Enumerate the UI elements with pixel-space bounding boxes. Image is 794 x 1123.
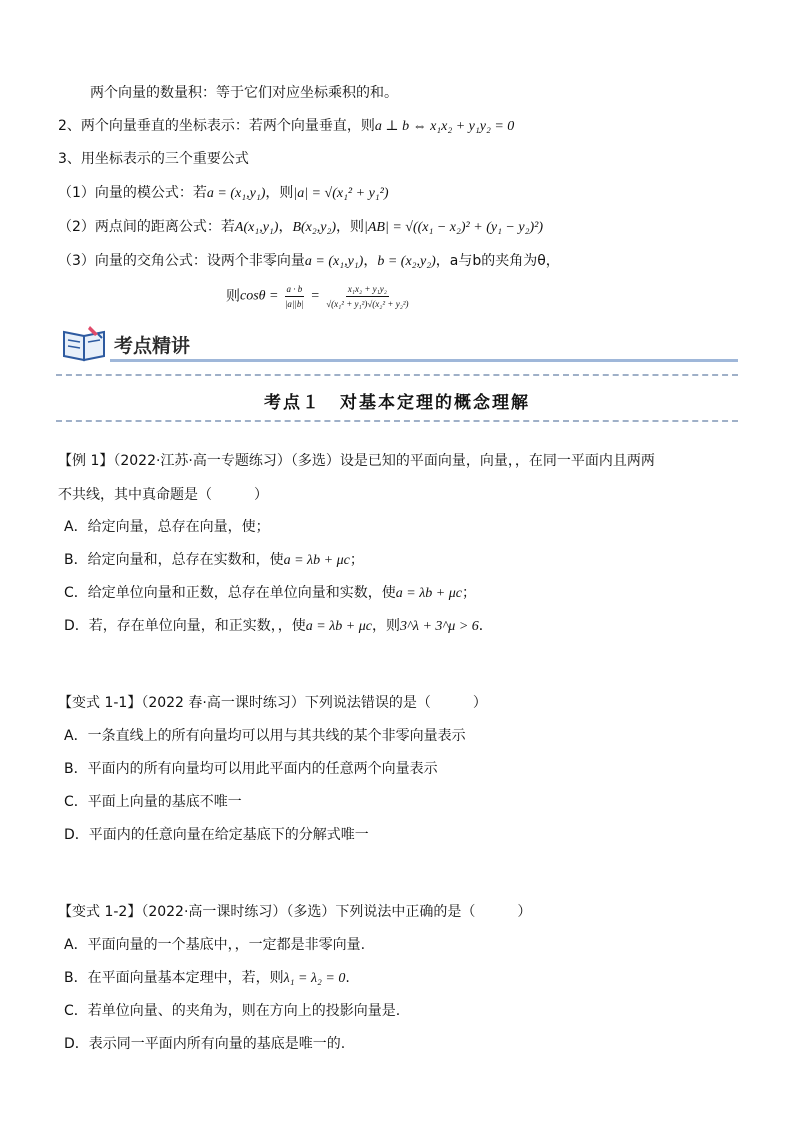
angle-formula-b: b = (x₂,y₂) bbox=[377, 254, 436, 269]
distance-text: （2）两点间的距离公式：若 bbox=[58, 219, 235, 235]
cosine-denominator-2: √(x₁² + y₁²)√(x₂² + y₂²) bbox=[326, 299, 409, 309]
distance-comma: ， bbox=[278, 219, 293, 235]
formula-modulus bbox=[58, 184, 389, 203]
cosine-numerator-1: a · b bbox=[285, 282, 305, 297]
angle-mid: ，a与b的夹角为θ， bbox=[435, 253, 560, 269]
example1-option-d-formula2: 3^λ + 3^μ > 6 bbox=[399, 619, 479, 634]
divider-bottom bbox=[56, 420, 738, 422]
example1-option-b-formula: a = λb + μc bbox=[283, 553, 350, 568]
modulus-mid: ，则 bbox=[265, 185, 294, 201]
example1-option-c-formula: a = λb + μc bbox=[395, 586, 462, 601]
example1-option-d-text: D．若，存在单位向量，和正实数，，使 bbox=[64, 618, 306, 634]
modulus-text: （1）向量的模公式：若 bbox=[58, 185, 207, 201]
distance-formula-c: |AB| = √((x₁ − x₂)² + (y₁ − y₂)²) bbox=[364, 220, 543, 235]
banner-underline bbox=[110, 359, 738, 362]
example1-option-d-formula: a = λb + μc bbox=[305, 619, 372, 634]
variant1-stem: 【变式 1-1】（2022 春·高一课时练习）下列说法错误的是（ ） bbox=[58, 695, 487, 711]
intro-line-dot-product: 两个向量的数量积：等于它们对应坐标乘积的和。 bbox=[90, 85, 398, 101]
topic-title: 考点１ 对基本定理的概念理解 bbox=[264, 393, 530, 413]
formula-cosine bbox=[226, 282, 411, 311]
variant2-stem: 【变式 1-2】（2022·高一课时练习）（多选）下列说法中正确的是（ ） bbox=[58, 904, 532, 920]
cosine-denominator-1: |a||b| bbox=[284, 299, 304, 309]
example1-option-c-end: ； bbox=[461, 585, 476, 601]
formula-distance bbox=[58, 218, 543, 237]
angle-comma: ， bbox=[363, 253, 378, 269]
cosine-numerator-2: x₁x₂ + y₁y₂ bbox=[346, 282, 389, 297]
example1-option-b-text: B．给定向量和，总存在实数和，使 bbox=[64, 552, 284, 568]
variant2-option-b-end: . bbox=[345, 970, 350, 986]
distance-mid: ，则 bbox=[336, 219, 365, 235]
angle-text: （3）向量的交角公式：设两个非零向量 bbox=[58, 253, 305, 269]
perpendicular-text: 2、两个向量垂直的坐标表示：若两个向量垂直，则 bbox=[58, 118, 375, 134]
variant1-option-d: D．平面内的任意向量在给定基底下的分解式唯一 bbox=[64, 827, 369, 843]
variant2-option-c: C．若单位向量、的夹角为，则在方向上的投影向量是. bbox=[64, 1003, 401, 1019]
example1-option-a: A．给定向量，总存在向量，使； bbox=[64, 519, 270, 535]
variant1-option-c: C．平面上向量的基底不唯一 bbox=[64, 794, 242, 810]
angle-formula-a: a = (x₁,y₁) bbox=[304, 254, 364, 269]
book-icon bbox=[60, 322, 110, 362]
perpendicular-formula: a ⊥ b ⇔ x₁x₂ + y₁y₂ = 0 bbox=[374, 119, 515, 134]
variant1-option-a: A．一条直线上的所有向量均可以用与其共线的某个非零向量表示 bbox=[64, 728, 466, 744]
example1-option-c-text: C．给定单位向量和正数，总存在单位向量和实数，使 bbox=[64, 585, 396, 601]
example1-option-c bbox=[64, 584, 476, 603]
example1-option-d-end: ． bbox=[478, 618, 493, 634]
example1-stem-line2: 不共线，其中真命题是（ ） bbox=[58, 487, 268, 503]
intro-line-formulas-heading: 3、用坐标表示的三个重要公式 bbox=[58, 151, 249, 167]
example1-option-b bbox=[64, 551, 364, 570]
cosine-equals: = bbox=[310, 288, 320, 304]
example1-option-d-mid: ，则 bbox=[371, 618, 400, 634]
banner-title: 考点精讲 bbox=[114, 335, 191, 357]
distance-formula-a: A(x₁,y₁) bbox=[234, 220, 279, 235]
variant2-option-b bbox=[64, 969, 350, 988]
modulus-formula-a: a = (x₁,y₁) bbox=[206, 186, 266, 201]
variant2-option-a: A．平面向量的一个基底中，，一定都是非零向量. bbox=[64, 937, 366, 953]
divider-top bbox=[56, 374, 738, 376]
variant2-option-d: D．表示同一平面内所有向量的基底是唯一的. bbox=[64, 1036, 346, 1052]
cosine-prefix: 则 bbox=[226, 288, 240, 305]
distance-formula-b: B(x₂,y₂) bbox=[292, 220, 337, 235]
example1-option-b-end: ； bbox=[349, 552, 364, 568]
variant2-option-b-text: B．在平面向量基本定理中，若，则 bbox=[64, 970, 284, 986]
example1-stem-line1: 【例 1】（2022·江苏·高一专题练习）（多选）设是已知的平面向量，向量，，在同一平面内且两两 bbox=[58, 453, 655, 469]
modulus-formula-b: |a| = √(x₁² + y₁²) bbox=[293, 186, 389, 201]
variant1-option-b: B．平面内的所有向量均可以用此平面内的任意两个向量表示 bbox=[64, 761, 438, 777]
cosine-label: cosθ = bbox=[240, 288, 279, 304]
cosine-fraction-1 bbox=[283, 282, 306, 311]
example1-option-d bbox=[64, 617, 493, 636]
formula-angle bbox=[58, 252, 560, 271]
intro-line-perpendicular bbox=[58, 117, 514, 136]
cosine-fraction-2 bbox=[324, 282, 410, 311]
variant2-option-b-formula: λ₁ = λ₂ = 0 bbox=[283, 971, 346, 986]
